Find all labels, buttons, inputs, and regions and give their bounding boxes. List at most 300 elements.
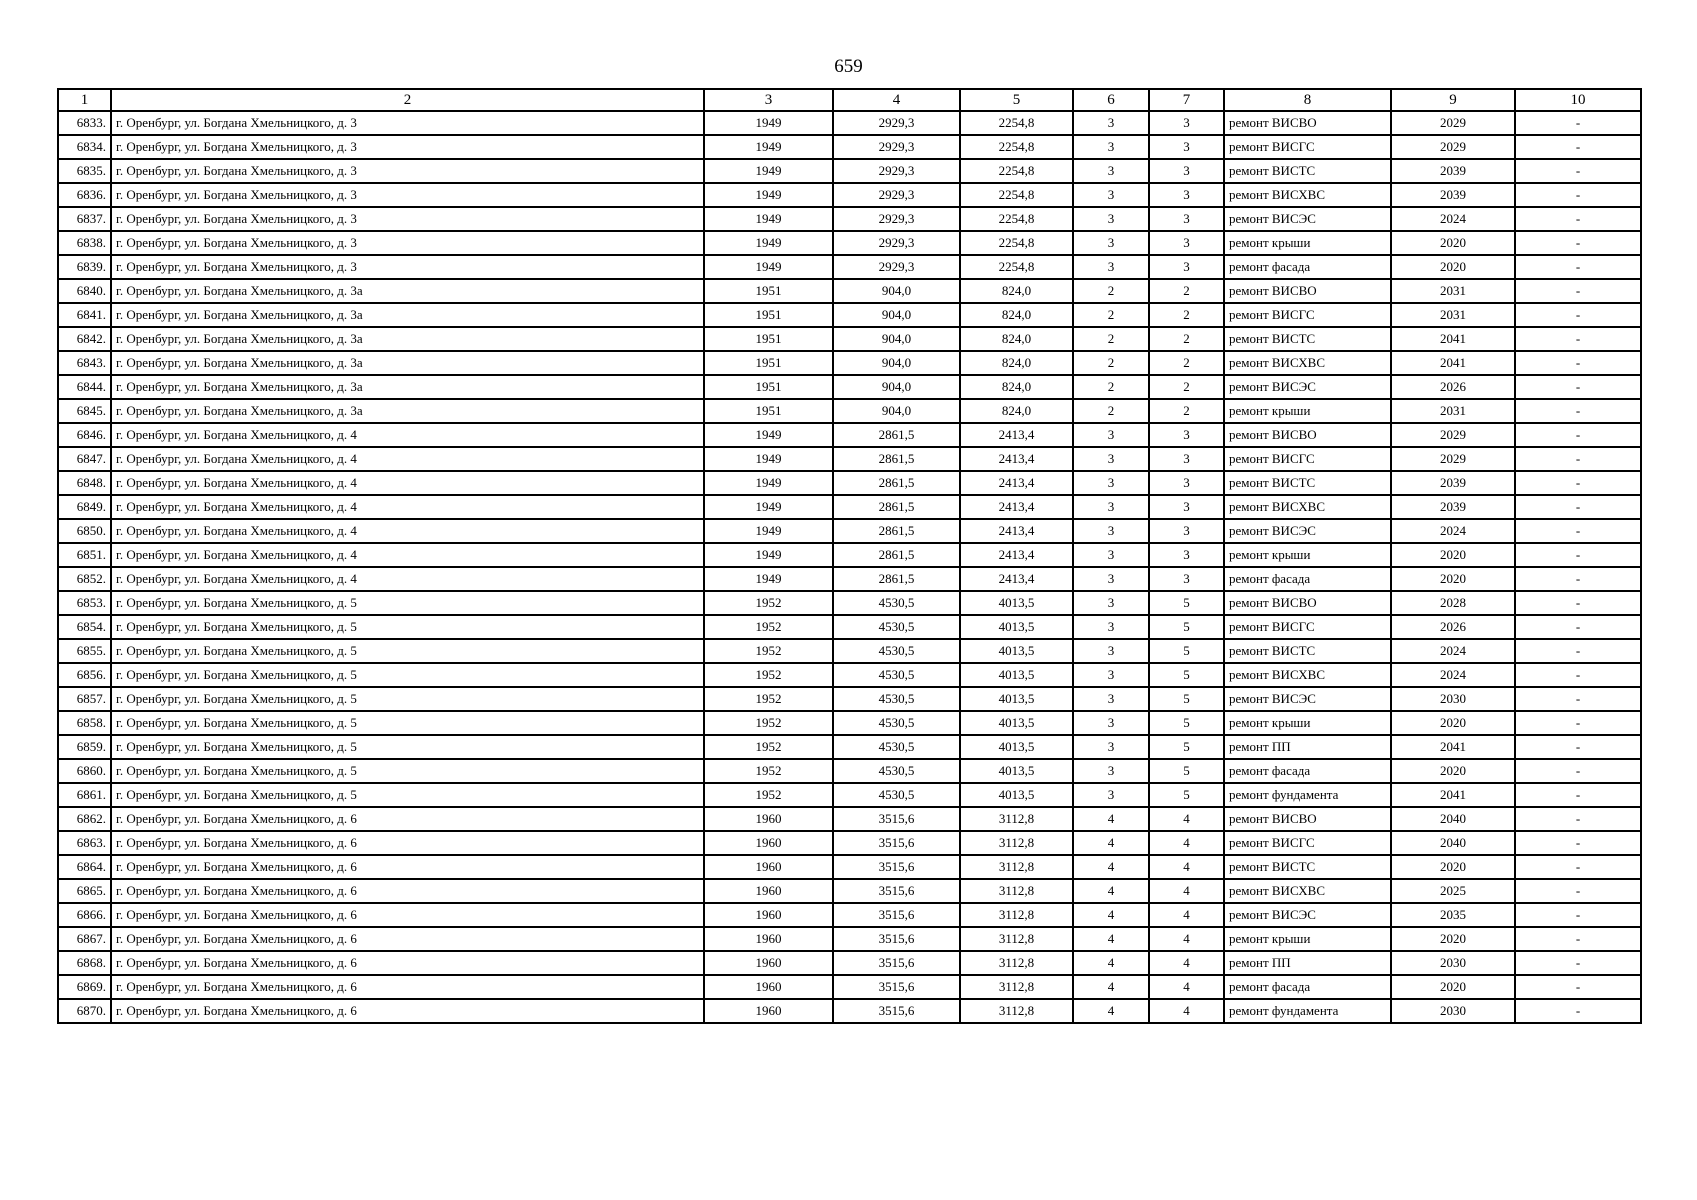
note-cell: - bbox=[1515, 687, 1641, 711]
living-area-cell: 2254,8 bbox=[960, 135, 1073, 159]
floors-cell: 4 bbox=[1149, 879, 1224, 903]
address-cell: г. Оренбург, ул. Богдана Хмельницкого, д. 4 bbox=[111, 543, 704, 567]
total-area-cell: 4530,5 bbox=[833, 759, 960, 783]
build-year-cell: 1949 bbox=[704, 519, 833, 543]
note-cell: - bbox=[1515, 879, 1641, 903]
total-area-cell: 3515,6 bbox=[833, 951, 960, 975]
note-cell: - bbox=[1515, 135, 1641, 159]
work-type-cell: ремонт ВИСТС bbox=[1224, 159, 1391, 183]
plan-year-cell: 2028 bbox=[1391, 591, 1515, 615]
table-row bbox=[58, 423, 1641, 447]
note-cell: - bbox=[1515, 975, 1641, 999]
living-area-cell: 2413,4 bbox=[960, 567, 1073, 591]
total-area-cell: 904,0 bbox=[833, 279, 960, 303]
address-cell: г. Оренбург, ул. Богдана Хмельницкого, д. 3 bbox=[111, 255, 704, 279]
entrances-cell: 3 bbox=[1073, 423, 1149, 447]
build-year-cell: 1952 bbox=[704, 711, 833, 735]
plan-year-cell: 2020 bbox=[1391, 543, 1515, 567]
entrances-cell: 3 bbox=[1073, 207, 1149, 231]
row-number-cell: 6855. bbox=[58, 639, 111, 663]
build-year-cell: 1951 bbox=[704, 399, 833, 423]
build-year-cell: 1952 bbox=[704, 591, 833, 615]
work-type-cell: ремонт ВИСВО bbox=[1224, 279, 1391, 303]
living-area-cell: 3112,8 bbox=[960, 855, 1073, 879]
entrances-cell: 3 bbox=[1073, 231, 1149, 255]
address-cell: г. Оренбург, ул. Богдана Хмельницкого, д. 3а bbox=[111, 399, 704, 423]
row-number-cell: 6860. bbox=[58, 759, 111, 783]
floors-cell: 5 bbox=[1149, 759, 1224, 783]
entrances-cell: 3 bbox=[1073, 687, 1149, 711]
living-area-cell: 4013,5 bbox=[960, 783, 1073, 807]
row-number-cell: 6863. bbox=[58, 831, 111, 855]
address-cell: г. Оренбург, ул. Богдана Хмельницкого, д. 6 bbox=[111, 927, 704, 951]
floors-cell: 3 bbox=[1149, 159, 1224, 183]
floors-cell: 4 bbox=[1149, 831, 1224, 855]
address-cell: г. Оренбург, ул. Богдана Хмельницкого, д. 5 bbox=[111, 759, 704, 783]
row-number-cell: 6861. bbox=[58, 783, 111, 807]
address-cell: г. Оренбург, ул. Богдана Хмельницкого, д. 5 bbox=[111, 591, 704, 615]
living-area-cell: 2254,8 bbox=[960, 183, 1073, 207]
note-cell: - bbox=[1515, 303, 1641, 327]
living-area-cell: 4013,5 bbox=[960, 711, 1073, 735]
total-area-cell: 2929,3 bbox=[833, 255, 960, 279]
floors-cell: 2 bbox=[1149, 351, 1224, 375]
entrances-cell: 3 bbox=[1073, 711, 1149, 735]
plan-year-cell: 2029 bbox=[1391, 135, 1515, 159]
entrances-cell: 3 bbox=[1073, 639, 1149, 663]
entrances-cell: 2 bbox=[1073, 279, 1149, 303]
work-type-cell: ремонт ВИСВО bbox=[1224, 423, 1391, 447]
build-year-cell: 1951 bbox=[704, 375, 833, 399]
note-cell: - bbox=[1515, 807, 1641, 831]
address-cell: г. Оренбург, ул. Богдана Хмельницкого, д. 5 bbox=[111, 711, 704, 735]
column-header-5: 5 bbox=[960, 89, 1073, 111]
total-area-cell: 3515,6 bbox=[833, 879, 960, 903]
living-area-cell: 2254,8 bbox=[960, 255, 1073, 279]
total-area-cell: 2861,5 bbox=[833, 447, 960, 471]
work-type-cell: ремонт ВИСВО bbox=[1224, 111, 1391, 135]
work-type-cell: ремонт ВИСГС bbox=[1224, 615, 1391, 639]
total-area-cell: 3515,6 bbox=[833, 903, 960, 927]
build-year-cell: 1949 bbox=[704, 471, 833, 495]
work-type-cell: ремонт фасада bbox=[1224, 759, 1391, 783]
total-area-cell: 2929,3 bbox=[833, 231, 960, 255]
note-cell: - bbox=[1515, 327, 1641, 351]
build-year-cell: 1951 bbox=[704, 303, 833, 327]
address-cell: г. Оренбург, ул. Богдана Хмельницкого, д. 3 bbox=[111, 183, 704, 207]
note-cell: - bbox=[1515, 255, 1641, 279]
entrances-cell: 3 bbox=[1073, 495, 1149, 519]
table-row bbox=[58, 567, 1641, 591]
note-cell: - bbox=[1515, 735, 1641, 759]
table-row bbox=[58, 831, 1641, 855]
table-row bbox=[58, 615, 1641, 639]
floors-cell: 5 bbox=[1149, 687, 1224, 711]
entrances-cell: 3 bbox=[1073, 447, 1149, 471]
note-cell: - bbox=[1515, 111, 1641, 135]
floors-cell: 3 bbox=[1149, 567, 1224, 591]
table-row bbox=[58, 807, 1641, 831]
living-area-cell: 4013,5 bbox=[960, 735, 1073, 759]
column-header-8: 8 bbox=[1224, 89, 1391, 111]
note-cell: - bbox=[1515, 855, 1641, 879]
living-area-cell: 4013,5 bbox=[960, 639, 1073, 663]
column-header-9: 9 bbox=[1391, 89, 1515, 111]
work-type-cell: ремонт ВИСВО bbox=[1224, 807, 1391, 831]
floors-cell: 3 bbox=[1149, 495, 1224, 519]
floors-cell: 3 bbox=[1149, 447, 1224, 471]
total-area-cell: 2929,3 bbox=[833, 135, 960, 159]
total-area-cell: 2861,5 bbox=[833, 543, 960, 567]
floors-cell: 5 bbox=[1149, 615, 1224, 639]
floors-cell: 5 bbox=[1149, 639, 1224, 663]
floors-cell: 4 bbox=[1149, 855, 1224, 879]
row-number-cell: 6862. bbox=[58, 807, 111, 831]
plan-year-cell: 2020 bbox=[1391, 255, 1515, 279]
row-number-cell: 6846. bbox=[58, 423, 111, 447]
living-area-cell: 4013,5 bbox=[960, 663, 1073, 687]
row-number-cell: 6850. bbox=[58, 519, 111, 543]
table-row bbox=[58, 519, 1641, 543]
note-cell: - bbox=[1515, 519, 1641, 543]
row-number-cell: 6847. bbox=[58, 447, 111, 471]
work-type-cell: ремонт ВИСХВС bbox=[1224, 495, 1391, 519]
build-year-cell: 1960 bbox=[704, 975, 833, 999]
floors-cell: 2 bbox=[1149, 303, 1224, 327]
total-area-cell: 2929,3 bbox=[833, 111, 960, 135]
work-type-cell: ремонт ВИСВО bbox=[1224, 591, 1391, 615]
floors-cell: 2 bbox=[1149, 399, 1224, 423]
address-cell: г. Оренбург, ул. Богдана Хмельницкого, д. 3 bbox=[111, 111, 704, 135]
plan-year-cell: 2020 bbox=[1391, 711, 1515, 735]
total-area-cell: 2929,3 bbox=[833, 159, 960, 183]
living-area-cell: 824,0 bbox=[960, 375, 1073, 399]
plan-year-cell: 2040 bbox=[1391, 831, 1515, 855]
build-year-cell: 1960 bbox=[704, 927, 833, 951]
row-number-cell: 6866. bbox=[58, 903, 111, 927]
total-area-cell: 2861,5 bbox=[833, 471, 960, 495]
address-cell: г. Оренбург, ул. Богдана Хмельницкого, д. 6 bbox=[111, 903, 704, 927]
table-row bbox=[58, 735, 1641, 759]
build-year-cell: 1949 bbox=[704, 447, 833, 471]
table-row bbox=[58, 207, 1641, 231]
plan-year-cell: 2040 bbox=[1391, 807, 1515, 831]
total-area-cell: 904,0 bbox=[833, 399, 960, 423]
note-cell: - bbox=[1515, 951, 1641, 975]
table-row bbox=[58, 855, 1641, 879]
build-year-cell: 1949 bbox=[704, 495, 833, 519]
address-cell: г. Оренбург, ул. Богдана Хмельницкого, д. 3 bbox=[111, 231, 704, 255]
build-year-cell: 1949 bbox=[704, 207, 833, 231]
plan-year-cell: 2041 bbox=[1391, 783, 1515, 807]
row-number-cell: 6848. bbox=[58, 471, 111, 495]
build-year-cell: 1960 bbox=[704, 951, 833, 975]
note-cell: - bbox=[1515, 999, 1641, 1023]
entrances-cell: 3 bbox=[1073, 783, 1149, 807]
address-cell: г. Оренбург, ул. Богдана Хмельницкого, д. 4 bbox=[111, 447, 704, 471]
work-type-cell: ремонт фасада bbox=[1224, 255, 1391, 279]
build-year-cell: 1951 bbox=[704, 279, 833, 303]
table-header bbox=[58, 89, 1641, 111]
floors-cell: 2 bbox=[1149, 375, 1224, 399]
row-number-cell: 6849. bbox=[58, 495, 111, 519]
note-cell: - bbox=[1515, 351, 1641, 375]
address-cell: г. Оренбург, ул. Богдана Хмельницкого, д. 4 bbox=[111, 423, 704, 447]
table-row bbox=[58, 351, 1641, 375]
living-area-cell: 3112,8 bbox=[960, 927, 1073, 951]
floors-cell: 3 bbox=[1149, 231, 1224, 255]
plan-year-cell: 2039 bbox=[1391, 471, 1515, 495]
note-cell: - bbox=[1515, 375, 1641, 399]
note-cell: - bbox=[1515, 831, 1641, 855]
column-header-3: 3 bbox=[704, 89, 833, 111]
total-area-cell: 3515,6 bbox=[833, 807, 960, 831]
work-type-cell: ремонт фасада bbox=[1224, 567, 1391, 591]
row-number-cell: 6851. bbox=[58, 543, 111, 567]
total-area-cell: 2861,5 bbox=[833, 519, 960, 543]
column-header-6: 6 bbox=[1073, 89, 1149, 111]
note-cell: - bbox=[1515, 615, 1641, 639]
entrances-cell: 4 bbox=[1073, 831, 1149, 855]
address-cell: г. Оренбург, ул. Богдана Хмельницкого, д. 4 bbox=[111, 495, 704, 519]
note-cell: - bbox=[1515, 207, 1641, 231]
table-row bbox=[58, 711, 1641, 735]
living-area-cell: 2413,4 bbox=[960, 543, 1073, 567]
build-year-cell: 1952 bbox=[704, 615, 833, 639]
build-year-cell: 1949 bbox=[704, 423, 833, 447]
address-cell: г. Оренбург, ул. Богдана Хмельницкого, д. 6 bbox=[111, 975, 704, 999]
work-type-cell: ремонт ВИСХВС bbox=[1224, 183, 1391, 207]
address-cell: г. Оренбург, ул. Богдана Хмельницкого, д. 6 bbox=[111, 807, 704, 831]
note-cell: - bbox=[1515, 279, 1641, 303]
row-number-cell: 6837. bbox=[58, 207, 111, 231]
build-year-cell: 1960 bbox=[704, 999, 833, 1023]
plan-year-cell: 2020 bbox=[1391, 975, 1515, 999]
entrances-cell: 2 bbox=[1073, 303, 1149, 327]
plan-year-cell: 2020 bbox=[1391, 927, 1515, 951]
work-type-cell: ремонт фундамента bbox=[1224, 999, 1391, 1023]
living-area-cell: 3112,8 bbox=[960, 879, 1073, 903]
table-row bbox=[58, 447, 1641, 471]
entrances-cell: 4 bbox=[1073, 903, 1149, 927]
floors-cell: 5 bbox=[1149, 591, 1224, 615]
table-row bbox=[58, 999, 1641, 1023]
note-cell: - bbox=[1515, 399, 1641, 423]
work-type-cell: ремонт ВИСЭС bbox=[1224, 375, 1391, 399]
address-cell: г. Оренбург, ул. Богдана Хмельницкого, д. 5 bbox=[111, 639, 704, 663]
work-type-cell: ремонт ВИСГС bbox=[1224, 303, 1391, 327]
row-number-cell: 6834. bbox=[58, 135, 111, 159]
plan-year-cell: 2031 bbox=[1391, 303, 1515, 327]
table-row bbox=[58, 543, 1641, 567]
note-cell: - bbox=[1515, 447, 1641, 471]
build-year-cell: 1949 bbox=[704, 135, 833, 159]
build-year-cell: 1949 bbox=[704, 231, 833, 255]
row-number-cell: 6869. bbox=[58, 975, 111, 999]
address-cell: г. Оренбург, ул. Богдана Хмельницкого, д. 5 bbox=[111, 735, 704, 759]
plan-year-cell: 2039 bbox=[1391, 159, 1515, 183]
work-type-cell: ремонт ПП bbox=[1224, 951, 1391, 975]
address-cell: г. Оренбург, ул. Богдана Хмельницкого, д. 6 bbox=[111, 879, 704, 903]
living-area-cell: 2413,4 bbox=[960, 423, 1073, 447]
page-number: 659 bbox=[834, 56, 863, 77]
entrances-cell: 4 bbox=[1073, 999, 1149, 1023]
living-area-cell: 4013,5 bbox=[960, 615, 1073, 639]
floors-cell: 3 bbox=[1149, 423, 1224, 447]
note-cell: - bbox=[1515, 231, 1641, 255]
total-area-cell: 904,0 bbox=[833, 303, 960, 327]
table-row bbox=[58, 687, 1641, 711]
build-year-cell: 1949 bbox=[704, 255, 833, 279]
floors-cell: 2 bbox=[1149, 327, 1224, 351]
living-area-cell: 3112,8 bbox=[960, 807, 1073, 831]
entrances-cell: 3 bbox=[1073, 519, 1149, 543]
note-cell: - bbox=[1515, 783, 1641, 807]
plan-year-cell: 2029 bbox=[1391, 447, 1515, 471]
total-area-cell: 2861,5 bbox=[833, 423, 960, 447]
plan-year-cell: 2031 bbox=[1391, 399, 1515, 423]
note-cell: - bbox=[1515, 423, 1641, 447]
row-number-cell: 6859. bbox=[58, 735, 111, 759]
floors-cell: 4 bbox=[1149, 951, 1224, 975]
total-area-cell: 4530,5 bbox=[833, 615, 960, 639]
entrances-cell: 3 bbox=[1073, 471, 1149, 495]
address-cell: г. Оренбург, ул. Богдана Хмельницкого, д. 6 bbox=[111, 855, 704, 879]
table-row bbox=[58, 783, 1641, 807]
plan-year-cell: 2024 bbox=[1391, 207, 1515, 231]
note-cell: - bbox=[1515, 903, 1641, 927]
floors-cell: 3 bbox=[1149, 135, 1224, 159]
plan-year-cell: 2029 bbox=[1391, 111, 1515, 135]
total-area-cell: 3515,6 bbox=[833, 855, 960, 879]
table-row bbox=[58, 159, 1641, 183]
row-number-cell: 6836. bbox=[58, 183, 111, 207]
table-row bbox=[58, 903, 1641, 927]
work-type-cell: ремонт ВИСХВС bbox=[1224, 351, 1391, 375]
floors-cell: 5 bbox=[1149, 663, 1224, 687]
row-number-cell: 6870. bbox=[58, 999, 111, 1023]
living-area-cell: 2254,8 bbox=[960, 111, 1073, 135]
table-row bbox=[58, 327, 1641, 351]
entrances-cell: 3 bbox=[1073, 567, 1149, 591]
total-area-cell: 2861,5 bbox=[833, 567, 960, 591]
total-area-cell: 904,0 bbox=[833, 351, 960, 375]
work-type-cell: ремонт крыши bbox=[1224, 543, 1391, 567]
floors-cell: 2 bbox=[1149, 279, 1224, 303]
row-number-cell: 6856. bbox=[58, 663, 111, 687]
work-type-cell: ремонт ВИСХВС bbox=[1224, 879, 1391, 903]
address-cell: г. Оренбург, ул. Богдана Хмельницкого, д. 6 bbox=[111, 831, 704, 855]
living-area-cell: 3112,8 bbox=[960, 903, 1073, 927]
floors-cell: 5 bbox=[1149, 783, 1224, 807]
living-area-cell: 2254,8 bbox=[960, 231, 1073, 255]
floors-cell: 5 bbox=[1149, 711, 1224, 735]
table-row bbox=[58, 591, 1641, 615]
total-area-cell: 3515,6 bbox=[833, 831, 960, 855]
row-number-cell: 6858. bbox=[58, 711, 111, 735]
note-cell: - bbox=[1515, 711, 1641, 735]
column-header-2: 2 bbox=[111, 89, 704, 111]
note-cell: - bbox=[1515, 639, 1641, 663]
total-area-cell: 2929,3 bbox=[833, 183, 960, 207]
living-area-cell: 824,0 bbox=[960, 279, 1073, 303]
living-area-cell: 4013,5 bbox=[960, 759, 1073, 783]
build-year-cell: 1949 bbox=[704, 111, 833, 135]
plan-year-cell: 2030 bbox=[1391, 999, 1515, 1023]
work-type-cell: ремонт ВИСТС bbox=[1224, 471, 1391, 495]
address-cell: г. Оренбург, ул. Богдана Хмельницкого, д. 4 bbox=[111, 567, 704, 591]
plan-year-cell: 2041 bbox=[1391, 351, 1515, 375]
entrances-cell: 2 bbox=[1073, 327, 1149, 351]
entrances-cell: 4 bbox=[1073, 879, 1149, 903]
work-type-cell: ремонт ПП bbox=[1224, 735, 1391, 759]
total-area-cell: 904,0 bbox=[833, 327, 960, 351]
floors-cell: 4 bbox=[1149, 927, 1224, 951]
row-number-cell: 6867. bbox=[58, 927, 111, 951]
work-type-cell: ремонт фасада bbox=[1224, 975, 1391, 999]
plan-year-cell: 2026 bbox=[1391, 615, 1515, 639]
build-year-cell: 1952 bbox=[704, 759, 833, 783]
table-row bbox=[58, 303, 1641, 327]
entrances-cell: 2 bbox=[1073, 351, 1149, 375]
living-area-cell: 3112,8 bbox=[960, 831, 1073, 855]
work-type-cell: ремонт крыши bbox=[1224, 927, 1391, 951]
floors-cell: 3 bbox=[1149, 183, 1224, 207]
entrances-cell: 4 bbox=[1073, 951, 1149, 975]
build-year-cell: 1952 bbox=[704, 735, 833, 759]
plan-year-cell: 2035 bbox=[1391, 903, 1515, 927]
entrances-cell: 4 bbox=[1073, 807, 1149, 831]
plan-year-cell: 2024 bbox=[1391, 663, 1515, 687]
entrances-cell: 3 bbox=[1073, 735, 1149, 759]
row-number-cell: 6868. bbox=[58, 951, 111, 975]
entrances-cell: 2 bbox=[1073, 399, 1149, 423]
address-cell: г. Оренбург, ул. Богдана Хмельницкого, д. 6 bbox=[111, 951, 704, 975]
work-type-cell: ремонт ВИСТС bbox=[1224, 855, 1391, 879]
row-number-cell: 6854. bbox=[58, 615, 111, 639]
registry-table bbox=[57, 88, 1642, 1024]
floors-cell: 3 bbox=[1149, 255, 1224, 279]
total-area-cell: 3515,6 bbox=[833, 927, 960, 951]
total-area-cell: 3515,6 bbox=[833, 999, 960, 1023]
row-number-cell: 6857. bbox=[58, 687, 111, 711]
entrances-cell: 2 bbox=[1073, 375, 1149, 399]
table-body bbox=[58, 111, 1641, 1023]
total-area-cell: 4530,5 bbox=[833, 591, 960, 615]
living-area-cell: 824,0 bbox=[960, 399, 1073, 423]
column-header-10: 10 bbox=[1515, 89, 1641, 111]
living-area-cell: 824,0 bbox=[960, 327, 1073, 351]
living-area-cell: 3112,8 bbox=[960, 999, 1073, 1023]
build-year-cell: 1949 bbox=[704, 543, 833, 567]
entrances-cell: 3 bbox=[1073, 159, 1149, 183]
table-row bbox=[58, 663, 1641, 687]
build-year-cell: 1952 bbox=[704, 783, 833, 807]
work-type-cell: ремонт ВИСХВС bbox=[1224, 663, 1391, 687]
note-cell: - bbox=[1515, 759, 1641, 783]
address-cell: г. Оренбург, ул. Богдана Хмельницкого, д. 5 bbox=[111, 687, 704, 711]
note-cell: - bbox=[1515, 591, 1641, 615]
note-cell: - bbox=[1515, 663, 1641, 687]
plan-year-cell: 2020 bbox=[1391, 231, 1515, 255]
plan-year-cell: 2030 bbox=[1391, 951, 1515, 975]
plan-year-cell: 2020 bbox=[1391, 855, 1515, 879]
table-row bbox=[58, 879, 1641, 903]
row-number-cell: 6835. bbox=[58, 159, 111, 183]
total-area-cell: 2861,5 bbox=[833, 495, 960, 519]
address-cell: г. Оренбург, ул. Богдана Хмельницкого, д. 5 bbox=[111, 783, 704, 807]
row-number-cell: 6842. bbox=[58, 327, 111, 351]
